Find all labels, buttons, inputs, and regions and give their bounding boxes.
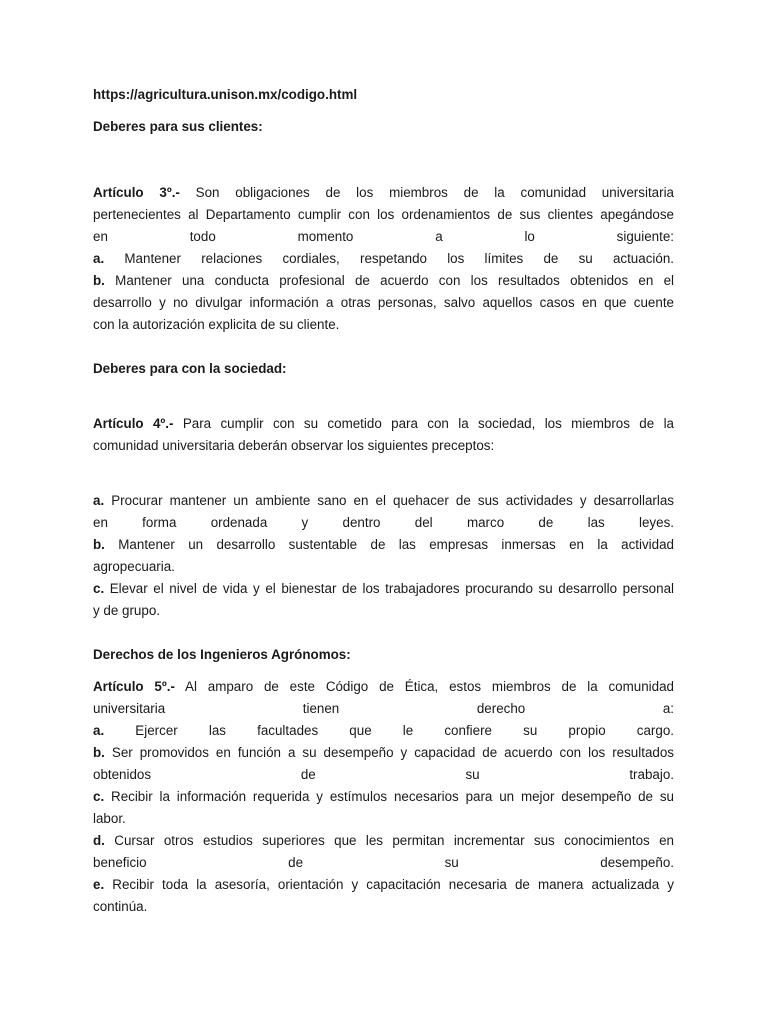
art5-item-a: a. Ejercer las facultades que le confiere su propio cargo. (93, 723, 674, 738)
article-3: Artículo 3º.- Son obligaciones de los miembros de la comunidad universitaria pertenecientes al Departamento cumplir con los ordenamientos de sus clientes apegándose en todo momento a lo siguiente: a. Mantener relaciones cordiales, respetando los límites de su actuación. b. Mantener una conducta profesional de acuerdo con los resultados obtenidos en el desarrollo y no divulgar información a otras personas, salvo aquellos casos en que cuente con la autorización explicita de su cliente. (93, 185, 674, 332)
article-4: Artículo 4º.- Para cumplir con su cometido para con la sociedad, los miembros de la comunidad universitaria deberán observar los siguientes preceptos: (93, 416, 674, 453)
article-5-label: Artículo 5º.- (93, 679, 175, 694)
art3-item-b: b. Mantener una conducta profesional de acuerdo con los resultados obtenidos en el (93, 273, 674, 288)
art5-item-d: d. Cursar otros estudios superiores que les permitan incrementar sus conocimientos en (93, 833, 674, 848)
document-page (93, 84, 674, 918)
art4-item-a: a. Procurar mantener un ambiente sano en el quehacer de sus actividades y desarrollarlas (93, 493, 674, 508)
art5-item-e: e. Recibir toda la asesoría, orientación y capacitación necesaria de manera actualizada y (93, 877, 674, 892)
heading-deberes-clientes: Deberes para sus clientes: (93, 119, 263, 134)
art5-item-c: c. Recibir la información requerida y estímulos necesarios para un mejor desempeño de su (93, 789, 674, 804)
article-5: Artículo 5º.- Al amparo de este Código de Ética, estos miembros de la comunidad universitaria tienen derecho a: a. Ejercer las facultades que le confiere su propio cargo. b. Ser promovidos en función a su desempeño y capacidad de acuerdo con los resultados obtenidos de su trabajo. c. Recibir la información requerida y estímulos necesarios para un mejor desempeño de su labor. d. Cursar otros estudios superiores que les permitan incrementar sus conocimientos en beneficio de su desempeño. e. Recibir toda la asesoría, orientación y capacitación necesaria de manera actualizada y continúa. (93, 679, 674, 914)
article-3-label: Artículo 3º.- (93, 185, 180, 200)
article-4-items: a. Procurar mantener un ambiente sano en el quehacer de sus actividades y desarrollarlas en forma ordenada y dentro del marco de las leyes. b. Mantener un desarrollo sustentable de las empresas inmersas en la actividad agropecuaria. c. Elevar el nivel de vida y el bienestar de los trabajadores procurando su desarrollo personal y de grupo. (93, 490, 674, 622)
article-4-label: Artículo 4º.- (93, 416, 174, 431)
art4-item-c: c. Elevar el nivel de vida y el bienestar de los trabajadores procurando su desarrollo personal (93, 581, 674, 596)
art4-item-b: b. Mantener un desarrollo sustentable de las empresas inmersas en la actividad (93, 537, 674, 552)
art3-item-a: a. Mantener relaciones cordiales, respetando los límites de su actuación. (93, 251, 674, 266)
art5-item-b: b. Ser promovidos en función a su desempeño y capacidad de acuerdo con los resultados (93, 745, 674, 760)
heading-derechos: Derechos de los Ingenieros Agrónomos: (93, 647, 351, 662)
heading-deberes-sociedad: Deberes para con la sociedad: (93, 361, 287, 376)
source-url: https://agricultura.unison.mx/codigo.html (93, 87, 358, 102)
